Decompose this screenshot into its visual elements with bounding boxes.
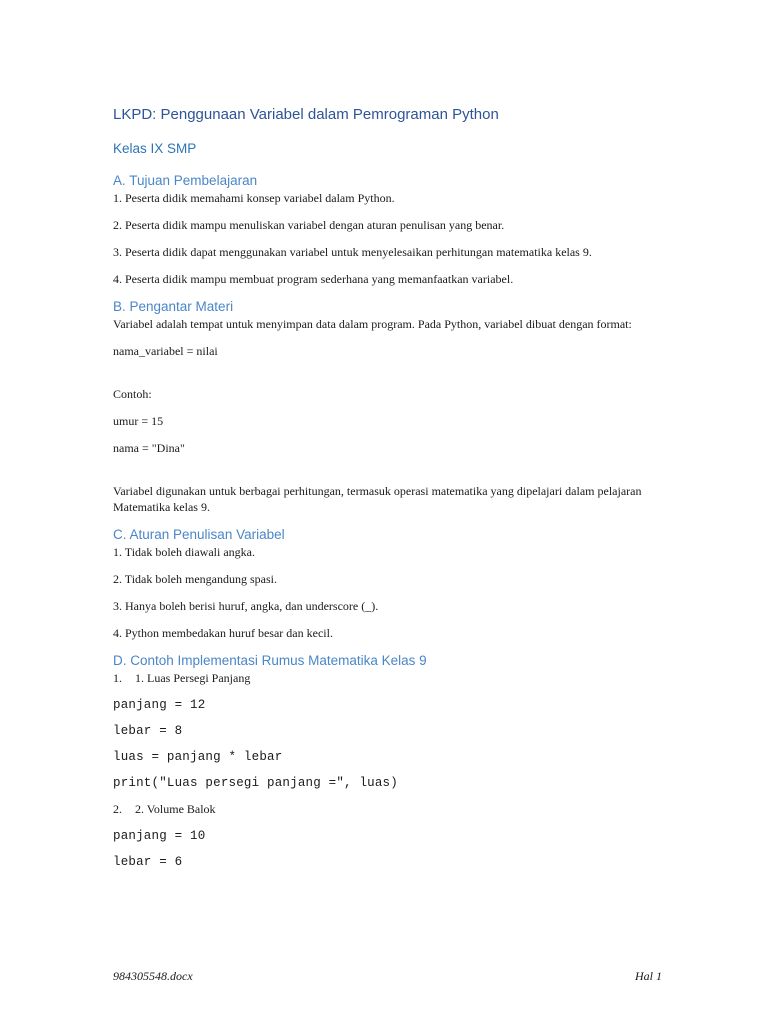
example-line: nama = "Dina" — [113, 441, 185, 455]
example-line: umur = 15 — [113, 414, 164, 428]
document-title: LKPD: Penggunaan Variabel dalam Pemrograman Python — [113, 106, 499, 123]
format-line: nama_variabel = nilai — [113, 344, 218, 358]
blank-line — [113, 467, 673, 483]
closing-paragraph: Variabel digunakan untuk berbagai perhitungan, termasuk operasi matematika yang dipelajari dalam pelajaran Matematika kelas 9. — [113, 484, 642, 514]
example-title-label: 1. Luas Persegi Panjang — [135, 671, 251, 685]
list-number: 1. — [113, 671, 122, 685]
list-item: 4. Peserta didik mampu membuat program sederhana yang memanfaatkan variabel. — [113, 272, 514, 286]
example-label: Contoh: — [113, 387, 152, 401]
code-line: panjang = 12 — [113, 698, 206, 712]
blank-line — [113, 370, 673, 386]
code-line: print("Luas persegi panjang =", luas) — [113, 776, 398, 790]
list-item: 1. Tidak boleh diawali angka. — [113, 545, 255, 559]
example-title — [113, 801, 673, 817]
list-item: 3. Hanya boleh berisi huruf, angka, dan underscore (_). — [113, 599, 379, 613]
list-item: 2. Peserta didik mampu menuliskan variabel dengan aturan penulisan yang benar. — [113, 218, 505, 232]
list-number: 2. — [113, 802, 122, 816]
document-subtitle: Kelas IX SMP — [113, 141, 197, 156]
document-page — [113, 100, 673, 880]
intro-paragraph: Variabel adalah tempat untuk menyimpan data dalam program. Pada Python, variabel dibuat dengan format: — [113, 317, 632, 331]
code-line: panjang = 10 — [113, 829, 206, 843]
footer-filename: 984305548.docx — [113, 969, 193, 983]
footer-page-number: Hal 1 — [635, 969, 662, 983]
section-c-heading: C. Aturan Penulisan Variabel — [113, 527, 285, 542]
list-item: 1. Peserta didik memahami konsep variabel dalam Python. — [113, 191, 395, 205]
list-item: 2. Tidak boleh mengandung spasi. — [113, 572, 277, 586]
list-item: 4. Python membedakan huruf besar dan kecil. — [113, 626, 333, 640]
code-line: lebar = 6 — [113, 855, 183, 869]
code-line: lebar = 8 — [113, 724, 183, 738]
section-b-heading: B. Pengantar Materi — [113, 299, 234, 314]
code-line: luas = panjang * lebar — [113, 750, 283, 764]
section-d-heading: D. Contoh Implementasi Rumus Matematika Kelas 9 — [113, 653, 427, 668]
section-a-heading: A. Tujuan Pembelajaran — [113, 173, 258, 188]
example-title-label: 2. Volume Balok — [135, 802, 216, 816]
list-item: 3. Peserta didik dapat menggunakan variabel untuk menyelesaikan perhitungan matematika kelas 9. — [113, 245, 592, 259]
example-title — [113, 670, 673, 686]
page-footer — [113, 969, 662, 984]
